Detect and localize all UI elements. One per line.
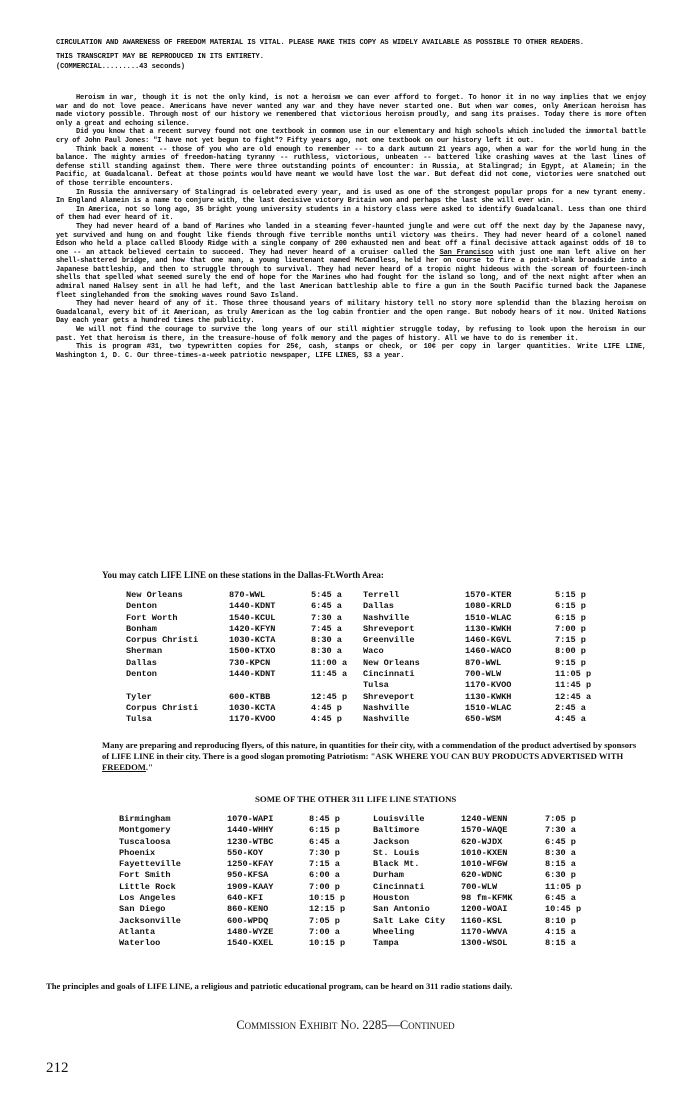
other-station-row [119, 837, 581, 848]
dallas-station-time: 12:45 a [555, 691, 592, 702]
other-station-time: 7:05 p [545, 814, 576, 824]
dallas-station-call-sign: 1170-KVOO [229, 714, 276, 725]
other-station-row [119, 848, 581, 859]
other-station-call-sign: 640-KFI [227, 893, 264, 904]
other-station-call-sign: 98 fm-KFMK [461, 893, 513, 904]
other-stations-heading: SOME OF THE OTHER 311 LIFE LINE STATIONS [255, 794, 457, 804]
dallas-station-row [126, 624, 591, 635]
other-station-time: 8:15 a [545, 859, 576, 870]
dallas-station-time: 2:45 a [555, 702, 586, 713]
other-station-row [119, 859, 581, 870]
flyers-text-a: Many are preparing and reproducing flyers, of this nature, in quantities for their city, with a commendation of the product advertised by sponsors of LIFE LINE in their city. There is a good slogan promoting Patriotism: "ASK WHERE YOU CAN BUY PRODUCTS ADVERTISED WITH [102, 740, 637, 761]
dallas-station-call-sign: 1510-WLAC [465, 612, 512, 623]
paragraph-6-part-a: They had never heard of a band of Marines who landed in a steaming fever-haunted jungle and were cut off the next day by the Japanese navy, yet survived and hung on and fought like fiends through five terrible months until victory was theirs. They had never heard of a colonel named Edson who held a place called Bloody Ridge with a single company of 200 exhausted men and beat off a final decisive attack against odds of 10 to one -- an attack believed certain to succeed. They had never heard of a cruiser called the [56, 222, 646, 257]
dallas-station-call-sign: 1130-KWKH [465, 691, 512, 702]
notice-line-2: THIS TRANSCRIPT MAY BE REPRODUCED IN ITS ENTIRETY. [56, 53, 264, 61]
paragraph-4: In Russia the anniversary of Stalingrad is celebrated every year, and is used as one of the strongest popular props for a new tyrant enemy. In England Alamein is a name to conjure with, the last decisive victory Britain won and perhaps the last she will ever win. [56, 188, 646, 206]
dallas-station-call-sign: 1420-KFYN [229, 623, 276, 634]
dallas-station-call-sign: 600-KTBB [229, 691, 271, 702]
dallas-station-call-sign: 730-KPCN [229, 657, 271, 668]
other-station-call-sign: 1070-WAPI [227, 814, 274, 824]
other-station-city: San Antonio [373, 904, 430, 915]
dallas-station-call-sign: 1440-KDNT [229, 669, 276, 680]
other-station-row [119, 938, 581, 949]
dallas-station-time: 7:15 p [555, 635, 586, 646]
exhibit-caption-text: Commission Exhibit No. 2285—Continued [236, 1018, 455, 1032]
dallas-station-city: Corpus Christi [126, 702, 199, 713]
other-station-call-sign: 1010-WFGW [461, 859, 508, 870]
other-station-time: 8:10 p [545, 915, 576, 926]
dallas-station-city [126, 680, 229, 691]
other-station-time: 7:15 a [309, 859, 340, 870]
paragraph-1: Heroism in war, though it is not the only kind, is not a heroism we can ever afford to forget. To honor it in no way implies that we enjoy war and do not love peace. Americans have never wanted any war and they have never started one. But when war comes, only American heroism has made victory possible. Through most of our history we remembered that victorious heroism proudly, and sang its praises. Today there is more often only a great and echoing silence. [56, 94, 646, 128]
other-station-row [119, 916, 581, 927]
dallas-station-call-sign: 1170-KVOO [465, 680, 512, 691]
dallas-station-city: Tulsa [363, 680, 389, 691]
dallas-station-row [126, 658, 591, 669]
other-station-call-sign: 1250-KFAY [227, 859, 274, 870]
other-station-time: 12:15 p [309, 904, 346, 915]
dallas-station-row [126, 646, 591, 657]
other-station-call-sign: 1170-WWVA [461, 926, 508, 937]
dallas-station-call-sign: 1080-KRLD [465, 601, 512, 612]
other-station-city: Cincinnati [373, 881, 425, 892]
dallas-station-city: Bonham [126, 623, 157, 634]
dallas-station-row [126, 680, 591, 691]
dallas-station-time: 4:45 p [311, 714, 342, 725]
dallas-station-time: 6:15 p [555, 612, 586, 623]
other-station-time: 6:45 a [545, 893, 576, 904]
dallas-station-row [126, 635, 591, 646]
notice-line-1: CIRCULATION AND AWARENESS OF FREEDOM MATERIAL IS VITAL. PLEASE MAKE THIS COPY AS WIDELY AVAILABLE AS POSSIBLE TO OTHER READERS. [56, 39, 584, 47]
exhibit-caption [0, 1018, 691, 1033]
other-station-time: 7:30 a [545, 825, 576, 836]
dallas-station-row [126, 613, 591, 624]
other-station-call-sign: 1909-KAAY [227, 881, 274, 892]
other-station-row [119, 814, 581, 825]
other-station-call-sign: 700-WLW [461, 881, 498, 892]
other-station-city: Birmingham [119, 814, 171, 824]
other-station-call-sign: 620-WJDX [461, 836, 503, 847]
dallas-station-time: 9:15 p [555, 657, 586, 668]
other-station-city: Tuscaloosa [119, 836, 171, 847]
dallas-station-call-sign: 1030-KCTA [229, 702, 276, 713]
dallas-station-time: 6:45 a [311, 601, 342, 612]
dallas-station-call-sign: 1460-KGVL [465, 635, 512, 646]
dallas-station-call-sign: 1130-KWKH [465, 623, 512, 634]
other-station-city: Baltimore [373, 825, 420, 836]
other-station-time: 7:00 a [309, 926, 340, 937]
other-station-city: Louisville [373, 814, 425, 824]
other-station-call-sign: 1480-WYZE [227, 926, 274, 937]
other-station-call-sign: 1240-WENN [461, 814, 508, 824]
dallas-stations-intro: You may catch LIFE LINE on these stations in the Dallas-Ft.Worth Area: [102, 570, 384, 580]
dallas-station-city: Dallas [363, 601, 394, 612]
transcript-body [56, 94, 646, 360]
dallas-station-call-sign: 870-WWL [229, 590, 266, 600]
dallas-station-time: 8:30 a [311, 646, 342, 657]
other-station-time: 6:30 p [545, 870, 576, 881]
other-station-call-sign: 1570-WAQE [461, 825, 508, 836]
other-station-time: 4:15 a [545, 926, 576, 937]
other-station-city: Montgomery [119, 825, 171, 836]
other-station-city: Phoenix [119, 847, 156, 858]
paragraph-7: They had never heard of any of it. Those three thousand years of military history tell no story more splendid than the blazing heroism on Guadalcanal, every bit of it American, as truly American as the log cabin frontier and the open range. But nobody hears of it now. United Nations Day each year gets a hundred times the publicity. [56, 300, 646, 326]
freedom-word: FREEDOM [102, 762, 146, 772]
other-station-city: Little Rock [119, 881, 176, 892]
other-station-call-sign: 1440-WHHY [227, 825, 274, 836]
other-station-call-sign: 950-KFSA [227, 870, 269, 881]
other-station-call-sign: 1230-WTBC [227, 836, 274, 847]
dallas-station-call-sign: 1030-KCTA [229, 635, 276, 646]
other-station-time: 8:30 a [545, 847, 576, 858]
other-station-time: 6:45 p [545, 836, 576, 847]
dallas-station-city: Sherman [126, 646, 163, 657]
other-station-city: Jackson [373, 836, 410, 847]
dallas-station-city: Shreveport [363, 623, 415, 634]
other-station-call-sign: 1200-WOAI [461, 904, 508, 915]
other-station-time: 10:15 p [309, 938, 346, 949]
other-station-call-sign: 1540-KXEL [227, 938, 274, 949]
other-station-city: Atlanta [119, 926, 156, 937]
dallas-station-time: 7:45 a [311, 623, 342, 634]
other-station-time: 6:45 a [309, 836, 340, 847]
dallas-station-time: 8:00 p [555, 646, 586, 657]
dallas-station-time: 7:00 p [555, 623, 586, 634]
other-station-city: Waterloo [119, 938, 161, 949]
dallas-station-time: 8:30 a [311, 635, 342, 646]
other-station-row [119, 825, 581, 836]
dallas-station-city: Tulsa [126, 714, 152, 725]
paragraph-6-part-b: with just one man left alive on her shell-shattered bridge, and how that one man, a young lieutenant named McCandless, held her on course to fire a point-blank broadside into a Japanese battleship, and then to struggle through to survival. They had never heard of a tropic night hideous with the scream of fourteen-inch shells that spelled what seemed surely the end of hope for the Marines who had fought for the island so long, and of the next night after when an admiral named Halsey sent in all he had left, and the last American battleship able to fire a gun in the South Pacific turned back the Japanese fleet singlehanded from the smoking waves round Savo Island. [56, 248, 646, 300]
dallas-station-row [126, 669, 591, 680]
dallas-station-call-sign: 1510-WLAC [465, 702, 512, 713]
dallas-station-city: Tyler [126, 691, 152, 702]
other-station-city: Durham [373, 870, 404, 881]
other-station-time: 10:45 p [545, 904, 582, 915]
dallas-station-time: 5:45 a [311, 590, 342, 600]
other-station-city: Los Angeles [119, 893, 176, 904]
other-stations-table [119, 814, 581, 950]
other-station-call-sign: 600-WPDQ [227, 915, 269, 926]
dallas-station-city: Shreveport [363, 691, 415, 702]
other-station-time: 7:05 p [309, 915, 340, 926]
other-station-time: 11:05 p [545, 881, 582, 892]
other-station-city: Black Mt. [373, 859, 420, 870]
dallas-station-city: Fort Worth [126, 612, 178, 623]
dallas-station-call-sign [229, 680, 311, 691]
other-station-time: 7:00 p [309, 881, 340, 892]
paragraph-9: This is program #31, two typewritten copies for 25¢, cash, stamps or check, or 10¢ per copy in larger quantities. Write LIFE LINE, Washington 1, D. C. Our three-times-a-week patriotic newspaper, LIFE LINES, $3 a year. [56, 343, 646, 360]
other-station-call-sign: 860-KENO [227, 904, 269, 915]
dallas-station-city: Nashville [363, 714, 410, 725]
dallas-station-city: Denton [126, 669, 157, 680]
other-station-city: Salt Lake City [373, 915, 446, 926]
principles-statement: The principles and goals of LIFE LINE, a religious and patriotic educational program, can be heard on 311 radio stations daily. [46, 981, 513, 991]
dallas-station-city: Cincinnati [363, 669, 415, 680]
dallas-station-call-sign: 650-WSM [465, 714, 502, 725]
dallas-station-time: 5:15 p [555, 590, 586, 600]
dallas-station-city: New Orleans [126, 590, 183, 600]
dallas-station-call-sign: 700-WLW [465, 669, 502, 680]
dallas-station-call-sign: 1500-KTXO [229, 646, 276, 657]
other-station-city: Jacksonville [119, 915, 181, 926]
dallas-station-city: Terrell [363, 590, 400, 600]
dallas-station-city: Nashville [363, 612, 410, 623]
other-station-time: 6:00 a [309, 870, 340, 881]
dallas-station-time: 6:15 p [555, 601, 586, 612]
other-station-time: 8:15 a [545, 938, 576, 949]
dallas-station-row [126, 703, 591, 714]
dallas-station-call-sign: 1540-KCUL [229, 612, 276, 623]
other-station-call-sign: 550-KOY [227, 847, 264, 858]
dallas-station-time: 4:45 p [311, 702, 342, 713]
dallas-station-call-sign: 1570-KTER [465, 590, 512, 600]
dallas-station-row [126, 714, 591, 725]
page-number: 212 [46, 1060, 69, 1076]
dallas-station-city: New Orleans [363, 657, 420, 668]
other-station-time: 8:45 p [309, 814, 340, 824]
other-station-city: St. Louis [373, 847, 420, 858]
dallas-station-time: 7:30 a [311, 612, 342, 623]
dallas-station-city: Greenville [363, 635, 415, 646]
flyers-paragraph [102, 740, 642, 773]
other-station-time: 6:15 p [309, 825, 340, 836]
dallas-station-city: Nashville [363, 702, 410, 713]
dallas-station-call-sign: 1460-WACO [465, 646, 512, 657]
dallas-station-row [126, 601, 591, 612]
other-station-row [119, 870, 581, 881]
other-station-city: Wheeling [373, 926, 415, 937]
other-station-city: Fort Smith [119, 870, 171, 881]
other-station-city: Tampa [373, 938, 399, 949]
other-station-call-sign: 620-WDNC [461, 870, 503, 881]
dallas-station-city: Waco [363, 646, 384, 657]
notice-line-3: (COMMERCIAL.........43 seconds) [56, 63, 185, 71]
other-station-city: San Diego [119, 904, 166, 915]
paragraph-6 [56, 223, 646, 300]
ship-name: San Francisco [439, 248, 494, 257]
dallas-station-call-sign: 1440-KDNT [229, 601, 276, 612]
paragraph-8: We will not find the courage to survive the long years of our still mightier struggle today, by refusing to look upon the heroism in our past. Yet that heroism is there, in the treasure-house of folk memory and the pages of history. All we have to do is remember it. [56, 326, 646, 343]
dallas-station-time: 11:45 a [311, 669, 348, 680]
other-station-call-sign: 1300-WSOL [461, 938, 508, 949]
dallas-station-time: 11:05 p [555, 669, 592, 680]
dallas-station-time: 12:45 p [311, 691, 348, 702]
dallas-station-row [126, 590, 591, 601]
other-station-row [119, 904, 581, 915]
paragraph-5: In America, not so long ago, 35 bright young university students in a history class were asked to identify Guadalcanal. Less than one third of them had ever heard of it. [56, 205, 646, 223]
paragraph-2: Did you know that a recent survey found not one textbook in common use in our elementary and high schools which included the immortal battle cry of John Paul Jones: "I have not yet begun to fight"? Fifty years ago, not one textbook on our history left it out. [56, 128, 646, 145]
other-station-call-sign: 1160-KSL [461, 915, 503, 926]
other-station-call-sign: 1010-KXEN [461, 847, 508, 858]
flyers-text-b: ." [145, 762, 153, 772]
dallas-station-city: Corpus Christi [126, 635, 199, 646]
other-station-city: Fayetteville [119, 859, 181, 870]
dallas-station-city: Denton [126, 601, 157, 612]
dallas-station-city: Dallas [126, 657, 157, 668]
dallas-station-time: 11:00 a [311, 657, 348, 668]
dallas-station-row [126, 692, 591, 703]
dallas-station-call-sign: 870-WWL [465, 657, 502, 668]
dallas-station-time: 11:45 p [555, 680, 592, 691]
paragraph-3: Think back a moment -- those of you who are old enough to remember -- to a dark autumn 21 years ago, when a war for the world hung in the balance. The mighty armies of freedom-hating tyranny -- ruthless, victorious, unbeaten -- battered like crashing waves at the last lines of defense still standing against them. There were three outstanding points of encounter: in Russia, at Stalingrad; in Egypt, at Alamein; in the Pacific, at Guadalcanal. Defeat at those points would have meant we would have lost the war. But defeat did not come, victories were snatched out of those terrible encounters. [56, 145, 646, 188]
dallas-stations-table [126, 590, 591, 726]
dallas-station-time: 4:45 a [555, 714, 586, 725]
other-station-time: 10:15 p [309, 893, 346, 904]
other-station-time: 7:30 p [309, 847, 340, 858]
dallas-station-time [311, 680, 363, 691]
other-station-row [119, 927, 581, 938]
other-station-row [119, 882, 581, 893]
other-station-row [119, 893, 581, 904]
circulation-notice [56, 38, 646, 76]
other-station-city: Houston [373, 893, 410, 904]
